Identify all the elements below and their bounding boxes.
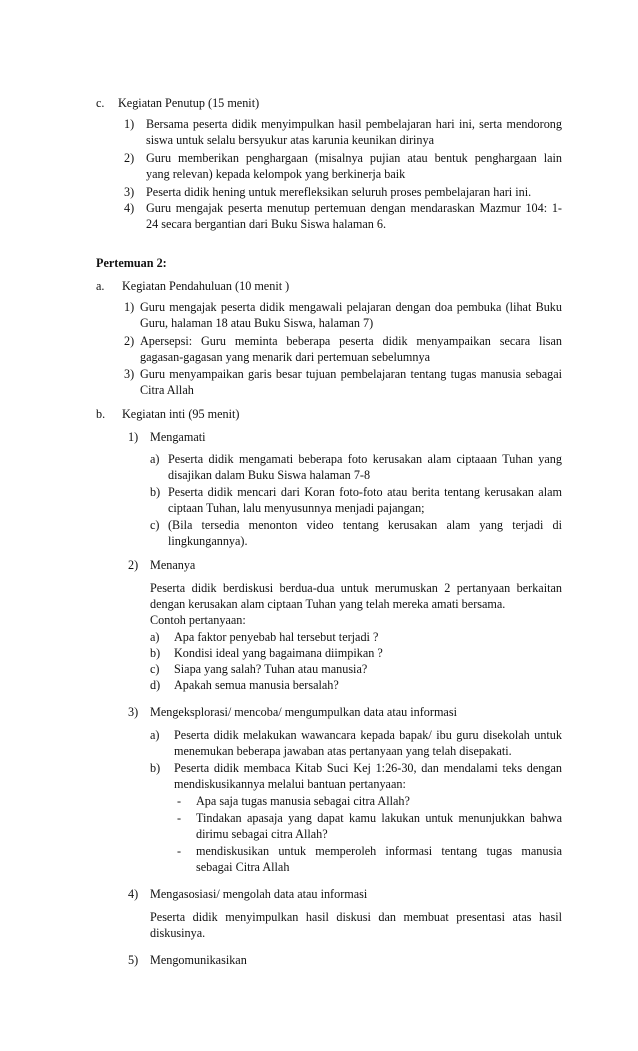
question-text: Apakah semua manusia bersalah?: [174, 678, 339, 692]
list-item-number: 1): [124, 117, 135, 131]
list-item-text: disajikan dalam Buku Siswa halaman 7-8: [168, 468, 371, 482]
dash-item-text: Tindakan apasaja yang dapat kamu lakukan untuk menunjukkan bahwa: [196, 811, 562, 825]
step-title: Mengomunikasikan: [150, 953, 247, 967]
list-item-text: yang relevan) kepada kelompok yang berkinerja baik: [146, 167, 406, 181]
section-a-title: Kegiatan Pendahuluan (10 menit ): [122, 279, 290, 293]
list-item-text: 24 secara bergantian dari Buku Siswa halaman 6.: [146, 217, 387, 231]
step-number: 2): [128, 558, 139, 572]
paragraph-text: Peserta didik berdiskusi berdua-dua untuk merumuskan 2 pertanyaan berkaitan: [150, 581, 562, 595]
dash-marker: -: [177, 794, 182, 808]
list-item-text: Guru, halaman 18 atau Buku Siswa, halaman 7): [140, 316, 374, 330]
section-c-marker: c.: [96, 96, 105, 110]
dash-item-text: sebagai Citra Allah: [196, 860, 290, 874]
list-item-number: c): [150, 518, 160, 532]
question-text: Apa faktor penyebab hal tersebut terjadi ?: [174, 630, 379, 644]
list-item-number: 2): [124, 151, 135, 165]
list-item-number: 3): [124, 367, 135, 381]
list-item-number: 1): [124, 300, 135, 314]
list-item-text: mendiskusikannya melalui bantuan pertanyaan:: [174, 777, 406, 791]
list-item-text: Peserta didik melakukan wawancara kepada bapak/ ibu guru disekolah untuk: [174, 728, 562, 742]
section-b-title: Kegiatan inti (95 menit): [122, 407, 240, 421]
question-number: c): [150, 662, 160, 676]
list-item-number: 2): [124, 334, 135, 348]
list-item-text: menemukan beberapa jawaban atas pertanyaan yang telah disepakati.: [174, 744, 512, 758]
paragraph-text: dengan kerusakan alam ciptaan Tuhan yang telah mereka amati bersama.: [150, 597, 506, 611]
example-label: Contoh pertanyaan:: [150, 613, 246, 627]
list-item-text: ciptaan Tuhan, lalu menyusunnya menjadi pajangan;: [168, 501, 425, 515]
paragraph-text: diskusinya.: [150, 926, 206, 940]
section-b-marker: b.: [96, 407, 106, 421]
step-title: Mengamati: [150, 430, 206, 444]
list-item-text: Citra Allah: [140, 383, 194, 397]
step-number: 1): [128, 430, 139, 444]
list-item-text: gagasan-gagasan yang menarik dari pertemuan sebelumnya: [140, 350, 431, 364]
step-title: Mengasosiasi/ mengolah data atau informasi: [150, 887, 368, 901]
question-text: Kondisi ideal yang bagaimana diimpikan ?: [174, 646, 383, 660]
section-c-title: Kegiatan Penutup (15 menit): [118, 96, 260, 110]
paragraph-text: Peserta didik menyimpulkan hasil diskusi dan membuat presentasi atas hasil: [150, 910, 562, 924]
list-item-text: Guru memberikan penghargaan (misalnya pujian atau bentuk penghargaan lain: [146, 151, 562, 165]
list-item-text: Guru mengajak peserta menutup pertemuan dengan mendaraskan Mazmur 104: 1-: [146, 201, 562, 215]
list-item-text: Peserta didik hening untuk merefleksikan seluruh proses pembelajaran hari ini.: [146, 185, 532, 199]
question-number: d): [150, 678, 161, 692]
list-item-number: b): [150, 485, 161, 499]
step-number: 4): [128, 887, 139, 901]
list-item-number: 3): [124, 185, 135, 199]
question-text: Siapa yang salah? Tuhan atau manusia?: [174, 662, 368, 676]
list-item-text: Peserta didik mencari dari Koran foto-foto atau berita tentang kerusakan alam: [168, 485, 562, 499]
dash-item-text: mendiskusikan untuk memperoleh informasi tentang tugas manusia: [196, 844, 562, 858]
dash-item-text: Apa saja tugas manusia sebagai citra Allah?: [196, 794, 410, 808]
list-item-number: a): [150, 452, 160, 466]
list-item-text: Peserta didik mengamati beberapa foto kerusakan alam ciptaaan Tuhan yang: [168, 452, 562, 466]
list-item-text: siswa untuk selalu bersyukur atas karunia keunikan dirinya: [146, 133, 435, 147]
dash-marker: -: [177, 811, 182, 825]
section-a-marker: a.: [96, 279, 105, 293]
step-title: Mengeksplorasi/ mencoba/ mengumpulkan data atau informasi: [150, 705, 457, 719]
step-number: 5): [128, 953, 139, 967]
list-item-text: Peserta didik membaca Kitab Suci Kej 1:26-30, dan mendalami teks dengan: [174, 761, 562, 775]
dash-item-text: dirimu sebagai citra Allah?: [196, 827, 328, 841]
list-item-text: Apersepsi: Guru meminta beberapa peserta didik menyampaikan secara lisan: [140, 334, 562, 348]
list-item-text: Guru mengajak peserta didik mengawali pelajaran dengan doa pembuka (lihat Buku: [140, 300, 562, 314]
list-item-number: a): [150, 728, 160, 742]
step-number: 3): [128, 705, 139, 719]
question-number: a): [150, 630, 160, 644]
list-item-number: b): [150, 761, 161, 775]
dash-marker: -: [177, 844, 182, 858]
list-item-text: lingkungannya).: [168, 534, 248, 548]
question-number: b): [150, 646, 161, 660]
list-item-text: Bersama peserta didik menyimpulkan hasil pembelajaran hari ini, serta mendorong: [146, 117, 562, 131]
step-title: Menanya: [150, 558, 196, 572]
list-item-number: 4): [124, 201, 135, 215]
list-item-text: Guru menyampaikan garis besar tujuan pembelajaran tentang tugas manusia sebagai: [140, 367, 562, 381]
list-item-text: (Bila tersedia menonton video tentang kerusakan alam yang terjadi di: [168, 518, 562, 532]
pertemuan-heading: Pertemuan 2:: [96, 256, 167, 270]
